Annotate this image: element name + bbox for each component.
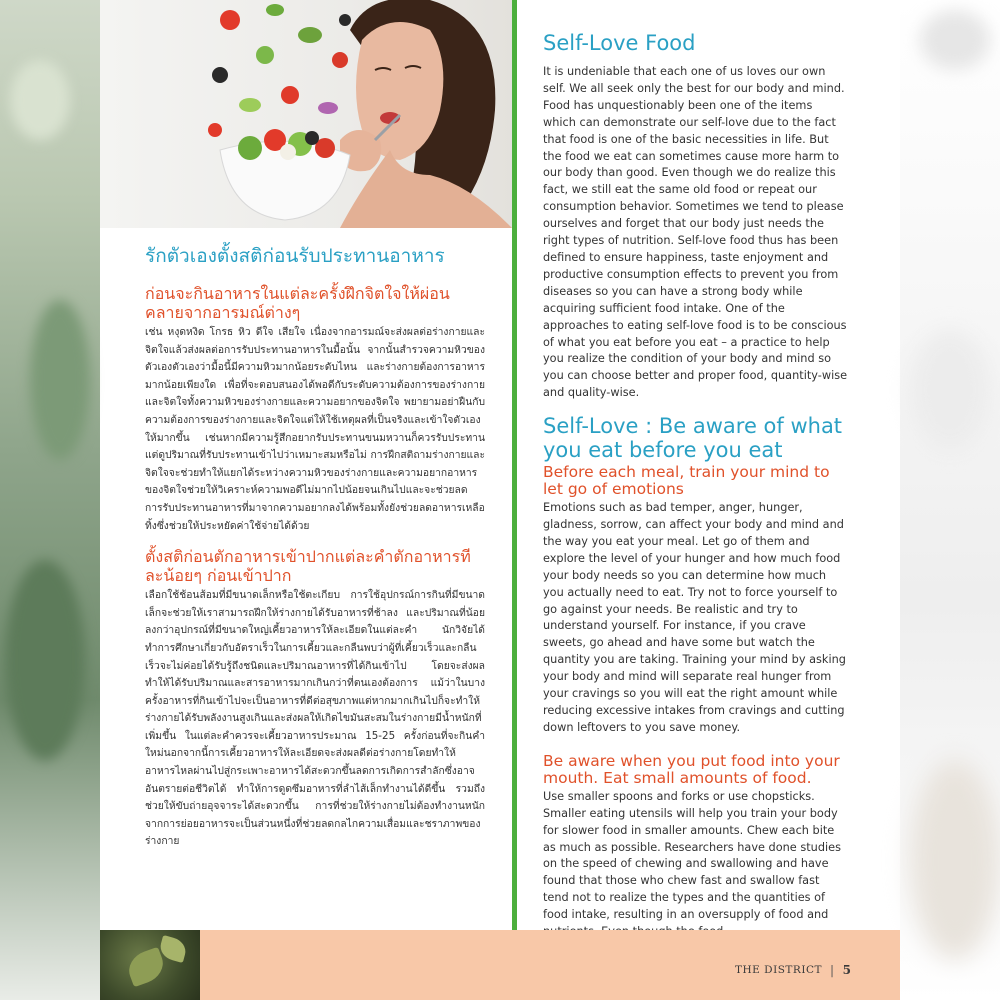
- thai-section1-heading: ก่อนจะกินอาหารในแต่ละครั้งฝึกจิตใจให้ผ่อนคลายจากอารมณ์ต่างๆ: [145, 284, 450, 322]
- english-section2-body: Use smaller spoons and forks or use chopsticks. Smaller eating utensils will help you train your body for slower food in smaller amounts. Chew each bite as much as possible. Researchers have done studies on the speed of chewing and swallowing and have found that those who chew fast and swallow fast tend not to realize the types and the quantities of food intake, resulting in an oversupply of food and: [543, 789, 841, 922]
- english-intro-body: It is undeniable that each one of us loves our own self. We all seek only the best for our body and mind. Food has unquestionably been one of the items which can demonstrate our self-love due to the fact that food is one of the basic necessities in life. But the food we eat can sometimes cause more harm to our body than good. Even though we do realize this fact, we still eat the same old food or repeat our consumption behavior. Sometimes we tend to please ourselves and forget that our body just needs the right types of nutrition. Self-love food thus has been defined to ensure happiness, taste enjoyment and productive consumption effects to prevent you from diseases so you can have a strong body while acquiring sufficient food intake. One of the approaches to eating self-love food is to be conscious of what you eat before you eat – a practice to help you realize the condition of your body and mind so you can choose better and proper food, quantity-wise and quality-wise.: [543, 65, 848, 400]
- english-section2-heading: Be aware when you put food into your mouth. Eat small amounts of food.: [543, 751, 840, 787]
- english-title-2: Self-Love : Be aware of what you eat before you eat: [543, 414, 843, 463]
- english-section1-heading: Before each meal, train your mind to let go of emotions: [543, 463, 830, 499]
- footer-separator: |: [830, 963, 835, 977]
- page-number: 5: [842, 963, 852, 977]
- thai-column: [145, 240, 485, 851]
- background-right: [900, 0, 1000, 1000]
- magazine-name: THE DISTRICT: [735, 964, 823, 976]
- footer-plant-photo: [100, 930, 200, 1000]
- hero-photo-woman-salad: [100, 0, 512, 228]
- footer: [735, 960, 851, 980]
- background-greenery-left: [0, 0, 100, 1000]
- english-title: Self-Love Food: [543, 31, 696, 55]
- thai-title: รักตัวเองตั้งสติก่อนรับประทานอาหาร: [145, 245, 445, 267]
- thai-section2-body: เลือกใช้ช้อนส้อมที่มีขนาดเล็กหรือใช้ตะเกียบ การใช้อุปกรณ์การกินที่มีขนาดเล็กจะช่วยให้เราสามารถฝึกให้ร่างกายได้รับอาหารที่ช้าลง และปริมาณที่น้อยลงกว่าอุปกรณ์ที่มีขนาดใหญ่เคี้ยวอาหารให้ละเอียดในแต่ละคำ นักวิจัยได้ทำการศึกษาเกี่ยวกับอัตราเร็วในการเคี้ยวและกลืนพบว่าผู้ที่เคี้ยวเร็วและกลืนเร็วจะไม่ค่อยได้รับรู้ถึงชนิดและปริมาณอาหารที่ได้กินเข้าไป โดยจะส่งผลทำให้ได้รับปริมาณและสารอาหารมากเกินกว่าที่ตนเองต้องการ แม้ว่าในบางครั้งอาหารที่กินเข้าไปจะเป็นอาหารที่ดีต่อสุขภาพแต่หากมากเกินไปก็จะทำให้ร่างกายได้รับพลังงานสูงเกินและส่งผลให้เกิดไขมันสะสมในร่างกายมีน้ำหนักที่เพิ่มขึ้น ในแต่ละคำควรจะเคี้ยวอาหารประมาณ 15-25 ครั้งก่อนที่จะกินคำใหม่นอกจากนี้การเคี้ยวอาหารให้ละเอียดจะส่งผลดีต่อร่างกายโดยทำให้อาหารไหลผ่านไปสู่กระเพาะอาหารได้สะดวกขึ้นลดการเกิดการสำลักซึ่งอาจอันตรายต่อชีวิตได้ ทำให้การดูดซึมอาหารที่ลำไส้เล็กทำงานได้ดีขึ้น รวมถึงช่วยให้ขับถ่ายอุจจาระได้สะดวกขึ้น การที่ช่วยให้ร่างกายไม่ต้องทำงานหนักจากการย่อยอาหารจะเป็นส่วนหนึ่งที่ช่วยลดกลไกความเสื่อมและชราภาพของร่างกาย: [145, 589, 485, 848]
- column-divider: [512, 0, 517, 948]
- english-column: [543, 30, 848, 941]
- thai-section2-heading: ตั้งสติก่อนตักอาหารเข้าปากแต่ละคำตักอาหารทีละน้อยๆ ก่อนเข้าปาก: [145, 547, 471, 586]
- thai-section1-body: เช่น หงุดหงิด โกรธ หิว ดีใจ เสียใจ เนื่องจากอารมณ์จะส่งผลต่อร่างกายและจิตใจแล้วส่งผลต่อการรับประทานอาหารในมื้อนั้น จากนั้นสำรวจความหิวของตัวเองตัวเองว่ามื้อนี้มีความหิวมากน้อยระดับไหน และร่างกายต้องการอาหารมากน้อยเพียงใด เพื่อที่จะตอบสนองได้พอดีกับระดับความต้องการของร่างกายและจิตใจทั้งความหิวของร่างกายและความอยากของจิตใจ พยายามอย่าฝืนกับความต้องการของร่างกายและจิตใจแต่ให้ใช้เหตุผลที่เป็นจริงและเข้าใจตัวเองให้มากขึ้น เช่นหากมีความรู้สึกอยากรับประทานขนมหวานก็ควรรับประทานแต่ดูปริมาณที่รับประทานเข้าไปว่าเหมาะสมหรือไม่ การฝึกสติถามร่างกายและจิตใจจะช่วยทำให้แยกได้ระหว่างความหิวของร่างกายและความอยากอาหารของจิตใจช่วยให้วิเคราะห์ความพอดีไม่มากไปน้อยจนเกินไปและจะช่วยลดการรับประทานอาหารที่มาจากความอยากลงได้พร้อมทั้งยังช่วยลดอาหารเหลือทิ้งซึ่งช่วยให้ประหยัดค่าใช้จ่ายได้ด้วย: [145, 326, 485, 532]
- english-section1-body: Emotions such as bad temper, anger, hunger, gladness, sorrow, can affect your body and mind and the way you eat your meal. Let go of them and explore the level of your hunger and how much food your body needs so you can determine how much you actually need to eat. Try not to force yourself to go against your needs. Be realistic and try to understand yourself. For instance, if you crave sweets, go ahead and have some but watch the quantity you are taking. Training your mind by asking your body and mind will separate real hunger from your cravings so you will eat the right amount while reducing excessive intakes from cravings and cutting down leftovers to you save money.: [543, 501, 846, 734]
